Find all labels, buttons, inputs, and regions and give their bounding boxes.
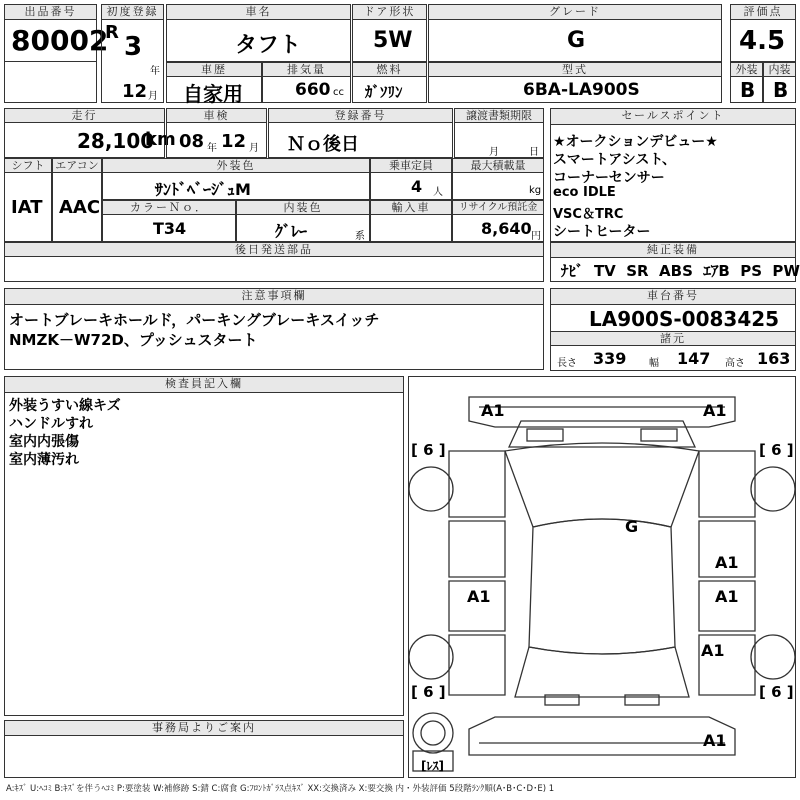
note-line: NMZK－W72D、プッシュスタート bbox=[9, 331, 258, 349]
capacity-label: 乗車定員 bbox=[370, 158, 452, 173]
grade-box bbox=[428, 19, 722, 62]
color-no: T34 bbox=[153, 219, 187, 238]
ext-color-label: 外装色 bbox=[102, 158, 370, 173]
interior-color-unit: 系 bbox=[355, 231, 365, 242]
displacement-box bbox=[262, 76, 351, 103]
inspector-line: ハンドルすれ bbox=[9, 416, 93, 432]
transfer-box bbox=[454, 122, 544, 158]
month-unit: 月 bbox=[148, 91, 158, 102]
lot-label: 出品番号 bbox=[4, 4, 97, 20]
ext-color-box bbox=[102, 172, 370, 200]
recycle-unit: 円 bbox=[531, 231, 541, 242]
model-label: 型式 bbox=[428, 62, 722, 77]
transfer-month: 月 bbox=[489, 147, 499, 158]
grade: G bbox=[567, 28, 586, 53]
sales-box bbox=[550, 124, 796, 242]
first-reg-box bbox=[101, 19, 164, 103]
ac: AAC bbox=[59, 197, 101, 218]
tire-tread: [ 6 ] bbox=[759, 683, 794, 701]
era: R bbox=[105, 22, 119, 43]
reg-month: 12 bbox=[122, 81, 148, 102]
car-name-box bbox=[166, 19, 351, 62]
ext-grade: B bbox=[740, 78, 756, 102]
legend: A:ｷｽﾞ U:ﾍｺﾐ B:ｷｽﾞを伴うﾍｺﾐ P:要塗装 W:補修跡 S:錆 C:腐食 G:ﾌﾛﾝﾄｶﾞﾗｽ点ｷｽﾞ XX:交換済み X:要交換 内・外装評価 5段階ﾗﾝｸ順(A･B･C･D･E) 1 bbox=[6, 784, 555, 794]
inspector-label: 検査員記入欄 bbox=[4, 376, 404, 393]
ext-color: ｻﾝﾄﾞﾍﾞｰｼﾞｭM bbox=[155, 180, 251, 199]
interior-color: ｸﾞﾚｰ bbox=[275, 222, 308, 241]
sales-label: セールスポイント bbox=[550, 108, 796, 125]
note-line: オートブレーキホールド，パーキングブレーキスイッチ bbox=[9, 311, 380, 329]
displacement: 660 bbox=[295, 80, 331, 100]
width-label: 幅 bbox=[649, 358, 659, 369]
mileage-label: 走行 bbox=[4, 108, 165, 123]
recycle-label: リサイクル預託金 bbox=[452, 200, 544, 215]
sales-line: ★オークションデビュー★ bbox=[553, 134, 718, 150]
inspector-line: 室内内張傷 bbox=[9, 434, 79, 450]
fuel-box bbox=[352, 76, 427, 103]
reg-number: Ｎｏ後日 bbox=[287, 134, 359, 155]
color-no-box bbox=[102, 214, 236, 242]
car-diagram bbox=[408, 376, 796, 778]
damage-mark: G bbox=[625, 517, 639, 536]
lot-box bbox=[4, 19, 109, 62]
shift-label: シフト bbox=[4, 158, 52, 173]
insp-year-unit: 年 bbox=[207, 143, 217, 154]
lot-number: 80002 bbox=[11, 24, 109, 57]
cc-unit: cc bbox=[333, 87, 344, 98]
score: 4.5 bbox=[739, 26, 786, 56]
load-unit: kg bbox=[529, 185, 542, 196]
spec-box bbox=[550, 345, 796, 371]
damage-mark: A1 bbox=[701, 641, 725, 660]
year-unit: 年 bbox=[150, 66, 160, 77]
ext-grade-box bbox=[730, 76, 763, 103]
sales-line: コーナーセンサー bbox=[553, 170, 665, 186]
loadmax-label: 最大積載量 bbox=[452, 158, 544, 173]
int-grade-box bbox=[763, 76, 796, 103]
car-name-label: 車名 bbox=[166, 4, 351, 20]
height-label: 高さ bbox=[725, 358, 745, 369]
sales-line: eco IDLE bbox=[553, 185, 616, 200]
tire-tread: [ 6 ] bbox=[411, 683, 446, 701]
spare-label: [ﾚｽ] bbox=[421, 759, 444, 773]
notes-label: 注意事項欄 bbox=[4, 288, 544, 305]
chassis-number: LA900S-0083425 bbox=[589, 307, 780, 331]
inspection-label: 車検 bbox=[166, 108, 267, 123]
equipment: ﾅﾋﾞ TV SR ABS ｴｱB PS PW bbox=[561, 262, 800, 280]
later-parts-box bbox=[4, 256, 544, 282]
recycle: 8,640 bbox=[481, 219, 532, 238]
tire-tread: [ 6 ] bbox=[759, 441, 794, 459]
ext-label: 外装 bbox=[730, 62, 763, 77]
recycle-box bbox=[452, 214, 544, 242]
sales-line: シートヒーター bbox=[553, 224, 651, 240]
interior-color-box bbox=[236, 214, 370, 242]
damage-mark: A1 bbox=[715, 587, 739, 606]
int-label: 内装 bbox=[763, 62, 796, 77]
sales-line: スマートアシスト、 bbox=[553, 152, 677, 168]
insp-month-unit: 月 bbox=[249, 143, 259, 154]
reg-label: 登録番号 bbox=[268, 108, 453, 123]
capacity-unit: 人 bbox=[433, 187, 443, 198]
score-label: 評価点 bbox=[730, 4, 796, 20]
mileage-box bbox=[4, 122, 176, 158]
model: 6BA-LA900S bbox=[523, 80, 640, 100]
ac-label: エアコン bbox=[52, 158, 102, 173]
inspector-box bbox=[4, 392, 404, 716]
chassis-box bbox=[550, 304, 796, 332]
reg-year: 3 bbox=[124, 32, 143, 62]
tire-tread: [ 6 ] bbox=[411, 441, 446, 459]
grade-label: グレード bbox=[428, 4, 722, 20]
shift-box bbox=[4, 172, 52, 242]
height: 163 bbox=[757, 349, 791, 368]
int-grade: B bbox=[773, 78, 789, 102]
length-label: 長さ bbox=[557, 358, 577, 369]
width: 147 bbox=[677, 349, 711, 368]
length: 339 bbox=[593, 349, 627, 368]
import-box bbox=[370, 214, 452, 242]
history-box bbox=[166, 76, 262, 106]
office-box bbox=[4, 735, 404, 778]
damage-mark: A1 bbox=[715, 553, 739, 572]
inspector-line: 外装うすい線キズ bbox=[9, 398, 121, 414]
damage-mark: A1 bbox=[467, 587, 491, 606]
chassis-label: 車台番号 bbox=[550, 288, 796, 305]
notes-box bbox=[4, 304, 544, 370]
loadmax-box bbox=[452, 172, 544, 200]
model-box bbox=[428, 76, 722, 103]
capacity: 4 bbox=[411, 177, 423, 196]
fuel: ｶﾞｿﾘﾝ bbox=[365, 83, 403, 101]
inspection-box bbox=[166, 122, 267, 158]
displacement-label: 排気量 bbox=[262, 62, 351, 77]
fuel-label: 燃料 bbox=[352, 62, 427, 77]
insp-month: 12 bbox=[221, 131, 247, 152]
mileage: 28,100 bbox=[77, 129, 155, 153]
transfer-day: 日 bbox=[529, 147, 539, 158]
transfer-label: 譲渡書類期限 bbox=[454, 108, 544, 123]
office-label: 事務局よりご案内 bbox=[4, 720, 404, 736]
capacity-box bbox=[370, 172, 452, 200]
door-label: ドア形状 bbox=[352, 4, 427, 20]
damage-mark: A1 bbox=[703, 731, 727, 750]
lot-blank bbox=[4, 61, 97, 103]
inspector-line: 室内薄汚れ bbox=[9, 452, 79, 468]
ac-box bbox=[52, 172, 102, 242]
equip-label: 純正装備 bbox=[550, 242, 796, 258]
reg-box bbox=[268, 122, 453, 158]
car-outline-diagram bbox=[409, 377, 795, 777]
first-reg-label: 初度登録 bbox=[101, 4, 164, 20]
history-label: 車歴 bbox=[166, 62, 262, 77]
car-name: タフト bbox=[235, 33, 302, 58]
door-box bbox=[352, 19, 427, 62]
history: 自家用 bbox=[183, 82, 243, 106]
km-unit: km bbox=[145, 129, 176, 150]
interior-color-label: 内装色 bbox=[236, 200, 370, 215]
score-box bbox=[730, 19, 796, 62]
equip-box bbox=[550, 257, 800, 282]
later-parts-label: 後日発送部品 bbox=[4, 242, 544, 257]
insp-year: 08 bbox=[179, 131, 205, 152]
sales-line: VSC＆TRC bbox=[553, 207, 624, 222]
color-no-label: カラーＮｏ． bbox=[102, 200, 236, 215]
door-type: 5W bbox=[373, 28, 413, 53]
import-label: 輸入車 bbox=[370, 200, 452, 215]
damage-mark: A1 bbox=[703, 401, 727, 420]
damage-mark: A1 bbox=[481, 401, 505, 420]
shift: IAT bbox=[11, 197, 43, 218]
spec-label: 諸元 bbox=[550, 331, 796, 346]
